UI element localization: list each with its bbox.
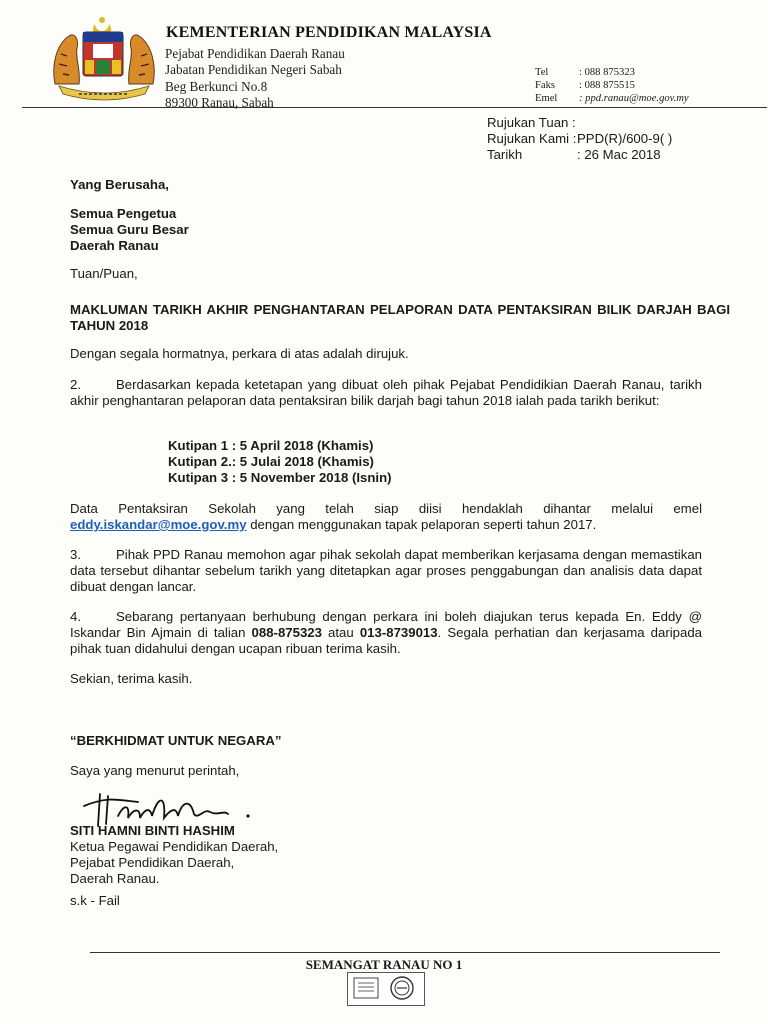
footer-divider	[90, 952, 720, 953]
phone-number: 013-8739013	[359, 625, 438, 640]
salutation: Yang Berusaha,	[70, 177, 169, 192]
contact-block	[535, 66, 689, 105]
letter-subject: MAKLUMAN TARIKH AKHIR PENGHANTARAN PELAPORAN DATA PENTAKSIRAN BILIK DARJAH BAGI TAHUN 2018	[70, 302, 730, 333]
reference-row	[487, 115, 672, 131]
paragraph-1: Dengan segala hormatnya, perkara di atas adalah dirujuk.	[70, 346, 409, 361]
office-line: 89300 Ranau, Sabah	[165, 95, 274, 111]
footer-slogan: SEMANGAT RANAU NO 1	[305, 957, 463, 972]
signer-title-line: Daerah Ranau.	[70, 871, 160, 886]
office-line: Pejabat Pendidikan Daerah Ranau	[165, 46, 345, 61]
recipient-line: Semua Guru Besar	[70, 222, 189, 237]
paragraph-number: 3.	[70, 547, 81, 562]
closing-line: Sekian, terima kasih.	[70, 671, 193, 686]
reference-value: PPD(R)/600-9( )	[577, 131, 673, 146]
office-line: Beg Berkunci No.8	[165, 78, 268, 94]
reference-block	[487, 115, 672, 163]
paragraph-number: 4.	[70, 609, 81, 624]
recipient-line: Semua Pengetua	[70, 206, 177, 221]
paragraph-2	[70, 377, 702, 409]
contact-label: Emel	[535, 93, 558, 104]
paragraph-text: . Segala perhatian dan kerjasama daripada pihak tuan didahului dengan ucapan ribuan terima kasih.	[70, 625, 702, 656]
office-address	[165, 46, 345, 112]
contact-label: Tel	[535, 67, 549, 78]
paragraph-text: dengan menggunakan tapak pelaporan seperti tahun 2017.	[246, 517, 597, 532]
header-divider	[22, 107, 767, 108]
greeting: Tuan/Puan,	[70, 266, 138, 281]
paragraph-text: Sebarang pertanyaan berhubung dengan perkara ini boleh diajukan terus kepada En. Eddy @ Iskandar Bin Ajmain di talian	[70, 609, 702, 640]
signer-title	[70, 839, 278, 887]
motto: “BERKHIDMAT UNTUK NEGARA”	[70, 733, 282, 748]
paragraph-text: Data Pentaksiran Sekolah yang telah siap diisi hendaklah dihantar melalui emel	[70, 501, 702, 516]
reference-row	[487, 147, 672, 163]
paragraph-text: Berdasarkan kepada ketetapan yang dibuat oleh pihak Pejabat Pendidikian Daerah Ranau, tarikh akhir penghantaran pelaporan data pentaksiran bilik darjah bagi tahun 2018 ialah pada tarikh berikut:	[70, 377, 702, 408]
contact-label: Faks	[535, 80, 556, 91]
reference-value: : 26 Mac 2018	[577, 147, 661, 162]
ministry-name: KEMENTERIAN PENDIDIKAN MALAYSIA	[166, 24, 492, 41]
office-line: Jabatan Pendidikan Negeri Sabah	[165, 62, 342, 78]
contact-fax	[535, 79, 689, 92]
reference-label: Tarikh	[487, 147, 523, 162]
recipients	[70, 206, 189, 254]
paragraph-text: atau	[321, 625, 360, 640]
contact-email	[535, 92, 689, 105]
signer-name: SITI HAMNI BINTI HASHIM	[70, 823, 235, 838]
certification-logos	[347, 972, 425, 1006]
contact-value: : 088 875323	[579, 67, 635, 78]
paragraph-text: Pihak PPD Ranau memohon agar pihak sekolah dapat memberikan kerjasama dengan memastikan data tersebut dihantar sebelum tarikh yang ditetapkan agar proses penggabungan dan analisis data dapat dibuat dengan lancar.	[70, 547, 702, 594]
collection-date: Kutipan 2.: 5 Julai 2018 (Khamis)	[168, 454, 374, 469]
malaysia-coat-of-arms-logo	[45, 14, 163, 102]
paragraph-data-submission	[70, 501, 702, 533]
contact-value: : 088 875515	[579, 80, 635, 91]
collection-date: Kutipan 3 : 5 November 2018 (Isnin)	[168, 470, 392, 485]
reference-label: Rujukan Tuan :	[487, 115, 576, 130]
signer-title-line: Ketua Pegawai Pendidikan Daerah,	[70, 839, 279, 854]
phone-number: 088-875323	[251, 625, 322, 640]
recipient-line: Daerah Ranau	[70, 238, 159, 253]
contact-tel	[535, 66, 689, 79]
collection-date: Kutipan 1 : 5 April 2018 (Khamis)	[168, 438, 374, 453]
order-line: Saya yang menurut perintah,	[70, 763, 240, 778]
reference-row	[487, 131, 672, 147]
paragraph-number: 2.	[70, 377, 81, 392]
signer-title-line: Pejabat Pendidikan Daerah,	[70, 855, 235, 870]
email-link[interactable]: eddy.iskandar@moe.gov.my	[70, 517, 247, 532]
collection-dates	[168, 438, 392, 486]
reference-label: Rujukan Kami :	[487, 131, 577, 146]
paragraph-4	[70, 609, 702, 657]
carbon-copy: s.k - Fail	[70, 893, 120, 908]
contact-value[interactable]: : ppd.ranau@moe.gov.my	[579, 93, 689, 104]
paragraph-3	[70, 547, 702, 595]
